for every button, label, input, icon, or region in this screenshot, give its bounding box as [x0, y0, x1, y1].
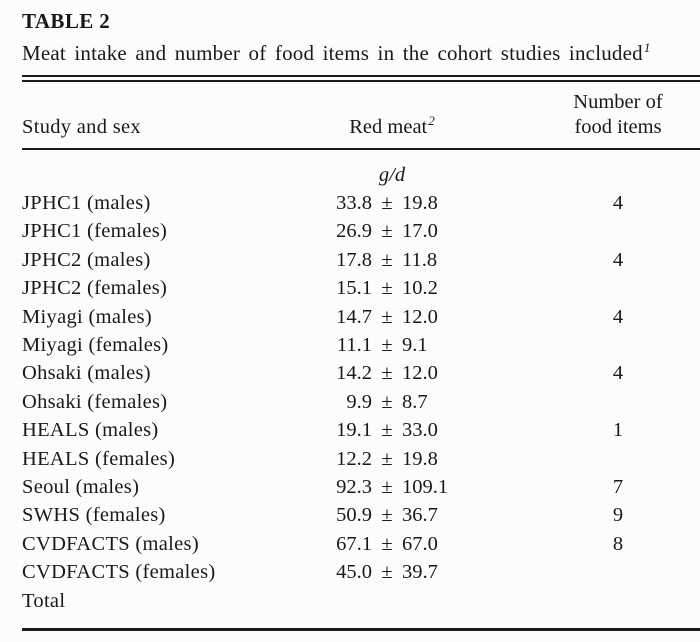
table-row: [22, 189, 700, 217]
mean-value: 14.7: [336, 305, 372, 328]
plus-minus-sign: ±: [381, 305, 393, 328]
study-cell: HEALS (females): [22, 447, 176, 470]
study-cell: JPHC1 (females): [22, 220, 168, 243]
sd-value: 17.0: [402, 220, 438, 243]
table-row: [22, 275, 700, 303]
table-row: [22, 530, 700, 558]
table-label: TABLE 2: [22, 9, 111, 33]
table-row: [22, 473, 700, 501]
table-row: [22, 502, 700, 530]
food-items-cell: 9: [612, 504, 624, 527]
table-body: [22, 161, 700, 615]
sd-value: 19.8: [402, 192, 438, 215]
red-meat-cell: [312, 249, 472, 272]
red-meat-cell: [312, 306, 472, 329]
sd-value: 11.8: [402, 248, 438, 271]
column-header-food-items-line2: food items: [574, 116, 662, 138]
column-header-study: Study and sex: [22, 116, 141, 138]
plus-minus-sign: ±: [381, 561, 393, 584]
study-cell: Ohsaki (females): [22, 390, 168, 413]
plus-minus-sign: ±: [381, 475, 393, 498]
header-rule: [22, 148, 700, 150]
bottom-rule: [22, 628, 700, 631]
red-meat-cell: [312, 504, 472, 527]
food-items-cell: 4: [612, 248, 624, 271]
mean-value: 17.8: [336, 248, 372, 271]
mean-value: 11.1: [336, 334, 372, 357]
unit-label: g/d: [378, 163, 406, 186]
study-cell: CVDFACTS (females): [22, 561, 216, 584]
food-items-cell: 8: [612, 532, 624, 555]
total-label: Total: [22, 589, 66, 612]
plus-minus-sign: ±: [381, 390, 393, 413]
table-caption: [22, 41, 700, 66]
study-cell: JPHC1 (males): [22, 192, 151, 215]
red-meat-cell: [312, 277, 472, 300]
plus-minus-sign: ±: [381, 504, 393, 527]
sd-value: 39.7: [402, 561, 438, 584]
study-cell: JPHC2 (males): [22, 248, 151, 271]
red-meat-footnote-marker: 2: [428, 113, 435, 129]
mean-value: 9.9: [346, 390, 372, 413]
red-meat-cell: [312, 533, 472, 556]
red-meat-cell: [312, 448, 472, 471]
food-items-cell: 1: [612, 419, 624, 442]
table-rows: [22, 189, 700, 586]
plus-minus-sign: ±: [381, 532, 393, 555]
food-items-cell: 4: [612, 362, 624, 385]
mean-value: 26.9: [336, 220, 372, 243]
plus-minus-sign: ±: [381, 220, 393, 243]
red-meat-cell: [312, 192, 472, 215]
plus-minus-sign: ±: [381, 334, 393, 357]
sd-value: 8.7: [402, 390, 428, 413]
caption-footnote-marker: 1: [643, 40, 651, 55]
plus-minus-sign: ±: [381, 248, 393, 271]
study-cell: SWHS (females): [22, 504, 166, 527]
plus-minus-sign: ±: [381, 277, 393, 300]
mean-value: 12.2: [336, 447, 372, 470]
plus-minus-sign: ±: [381, 419, 393, 442]
column-header-food-items-line1: Number of: [573, 91, 663, 113]
unit-row: [22, 161, 700, 189]
mean-value: 14.2: [336, 362, 372, 385]
table-row: [22, 445, 700, 473]
table-caption-text: Meat intake and number of food items in the cohort studies included: [22, 41, 643, 65]
red-meat-cell: [312, 362, 472, 385]
sd-value: 9.1: [402, 334, 428, 357]
red-meat-cell: [312, 561, 472, 584]
mean-value: 19.1: [336, 419, 372, 442]
food-items-cell: 7: [612, 475, 624, 498]
plus-minus-sign: ±: [381, 362, 393, 385]
sd-value: 12.0: [402, 305, 438, 328]
double-top-rule: [22, 75, 700, 82]
sd-value: 36.7: [402, 504, 438, 527]
study-cell: CVDFACTS (males): [22, 532, 199, 555]
table-row: [22, 360, 700, 388]
column-header-red-meat-text: Red meat: [349, 116, 428, 138]
mean-value: 33.8: [336, 192, 372, 215]
red-meat-cell: [312, 391, 472, 414]
study-cell: Ohsaki (males): [22, 362, 151, 385]
column-header-food-items: [472, 90, 700, 140]
mean-value: 92.3: [336, 475, 372, 498]
mean-value: 15.1: [336, 277, 372, 300]
study-cell: Miyagi (males): [22, 305, 153, 328]
plus-minus-sign: ±: [381, 447, 393, 470]
red-meat-cell: [312, 419, 472, 442]
table-row: [22, 218, 700, 246]
food-items-cell: 4: [612, 305, 624, 328]
total-row: [22, 587, 700, 615]
mean-value: 50.9: [336, 504, 372, 527]
sd-value: 67.0: [402, 532, 438, 555]
table-row: [22, 303, 700, 331]
sd-value: 33.0: [402, 419, 438, 442]
table-row: [22, 331, 700, 359]
table-header-row: [22, 90, 700, 140]
study-cell: HEALS (males): [22, 419, 159, 442]
study-cell: Miyagi (females): [22, 334, 169, 357]
plus-minus-sign: ±: [381, 192, 393, 215]
sd-value: 12.0: [402, 362, 438, 385]
study-cell: Seoul (males): [22, 475, 140, 498]
table-row: [22, 558, 700, 586]
table-row: [22, 417, 700, 445]
table-row: [22, 246, 700, 274]
column-header-red-meat: [312, 115, 472, 140]
sd-value: 109.1: [402, 475, 449, 498]
red-meat-cell: [312, 220, 472, 243]
mean-value: 67.1: [336, 532, 372, 555]
food-items-cell: 4: [612, 192, 624, 215]
red-meat-cell: [312, 476, 472, 499]
sd-value: 19.8: [402, 447, 438, 470]
table-row: [22, 388, 700, 416]
sd-value: 10.2: [402, 277, 438, 300]
red-meat-cell: [312, 334, 472, 357]
study-cell: JPHC2 (females): [22, 277, 168, 300]
mean-value: 45.0: [336, 561, 372, 584]
